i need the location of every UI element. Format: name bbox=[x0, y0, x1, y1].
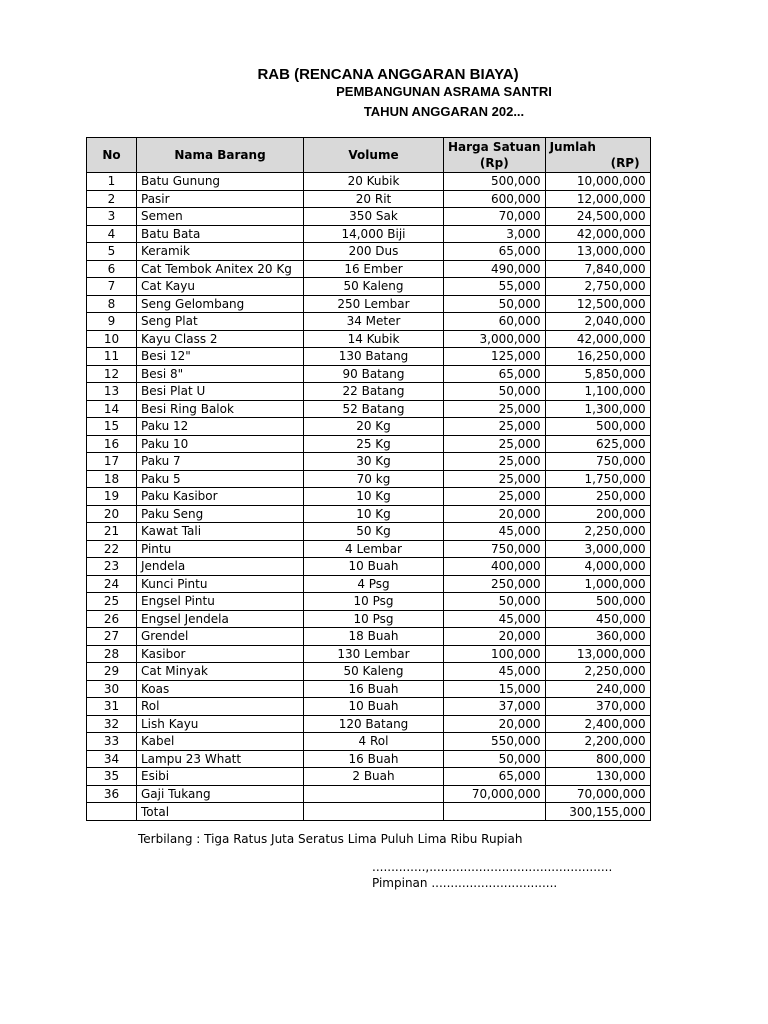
cell-no: 18 bbox=[87, 470, 137, 488]
cell-nama: Besi 12" bbox=[137, 348, 304, 366]
cell-nama: Keramik bbox=[137, 243, 304, 261]
table-row bbox=[87, 348, 651, 366]
cell-nama: Paku 5 bbox=[137, 470, 304, 488]
cell-harga: 70,000,000 bbox=[444, 785, 546, 803]
cell-nama: Kabel bbox=[137, 733, 304, 751]
table-row bbox=[87, 295, 651, 313]
cell-nama: Gaji Tukang bbox=[137, 785, 304, 803]
jumlah-header-line2: (RP) bbox=[610, 156, 640, 170]
cell-jumlah: 5,850,000 bbox=[545, 365, 650, 383]
cell-harga: 50,000 bbox=[444, 383, 546, 401]
cell-volume: 50 Kaleng bbox=[304, 663, 444, 681]
table-row bbox=[87, 785, 651, 803]
table-row bbox=[87, 278, 651, 296]
table-row bbox=[87, 733, 651, 751]
cell-harga: 20,000 bbox=[444, 628, 546, 646]
cell-jumlah: 2,250,000 bbox=[545, 663, 650, 681]
total-empty-volume bbox=[304, 803, 444, 821]
total-value: 300,155,000 bbox=[545, 803, 650, 821]
cell-nama: Kayu Class 2 bbox=[137, 330, 304, 348]
cell-no: 20 bbox=[87, 505, 137, 523]
cell-no: 33 bbox=[87, 733, 137, 751]
cell-volume: 2 Buah bbox=[304, 768, 444, 786]
cell-harga: 50,000 bbox=[444, 750, 546, 768]
table-row bbox=[87, 610, 651, 628]
cell-jumlah: 360,000 bbox=[545, 628, 650, 646]
cell-volume: 14,000 Biji bbox=[304, 225, 444, 243]
cell-harga: 20,000 bbox=[444, 715, 546, 733]
cell-volume: 34 Meter bbox=[304, 313, 444, 331]
cell-harga: 45,000 bbox=[444, 610, 546, 628]
cell-harga: 45,000 bbox=[444, 663, 546, 681]
cell-no: 5 bbox=[87, 243, 137, 261]
cell-nama: Engsel Pintu bbox=[137, 593, 304, 611]
cell-jumlah: 1,100,000 bbox=[545, 383, 650, 401]
cell-volume: 10 Kg bbox=[304, 488, 444, 506]
cell-harga: 100,000 bbox=[444, 645, 546, 663]
cell-jumlah: 42,000,000 bbox=[545, 225, 650, 243]
cell-no: 16 bbox=[87, 435, 137, 453]
cell-nama: Batu Gunung bbox=[137, 173, 304, 191]
cell-no: 11 bbox=[87, 348, 137, 366]
table-row bbox=[87, 663, 651, 681]
cell-volume: 4 Psg bbox=[304, 575, 444, 593]
table-row bbox=[87, 330, 651, 348]
cell-jumlah: 42,000,000 bbox=[545, 330, 650, 348]
cell-volume bbox=[304, 785, 444, 803]
budget-table bbox=[86, 137, 651, 821]
cell-volume: 10 Buah bbox=[304, 698, 444, 716]
cell-no: 28 bbox=[87, 645, 137, 663]
cell-jumlah: 500,000 bbox=[545, 418, 650, 436]
harga-header-line1: Harga Satuan bbox=[448, 140, 541, 154]
table-row bbox=[87, 505, 651, 523]
table-row bbox=[87, 645, 651, 663]
cell-volume: 10 Psg bbox=[304, 610, 444, 628]
cell-nama: Paku 7 bbox=[137, 453, 304, 471]
cell-no: 24 bbox=[87, 575, 137, 593]
cell-jumlah: 1,750,000 bbox=[545, 470, 650, 488]
total-label: Total bbox=[137, 803, 304, 821]
cell-jumlah: 13,000,000 bbox=[545, 645, 650, 663]
total-empty-no bbox=[87, 803, 137, 821]
cell-no: 1 bbox=[87, 173, 137, 191]
cell-volume: 20 Kubik bbox=[304, 173, 444, 191]
table-row bbox=[87, 698, 651, 716]
cell-nama: Pintu bbox=[137, 540, 304, 558]
budget-year: TAHUN ANGGARAN 202... bbox=[363, 104, 525, 119]
cell-jumlah: 70,000,000 bbox=[545, 785, 650, 803]
cell-harga: 15,000 bbox=[444, 680, 546, 698]
table-row bbox=[87, 435, 651, 453]
cell-jumlah: 3,000,000 bbox=[545, 540, 650, 558]
cell-no: 13 bbox=[87, 383, 137, 401]
cell-no: 29 bbox=[87, 663, 137, 681]
cell-jumlah: 12,000,000 bbox=[545, 190, 650, 208]
cell-volume: 50 Kg bbox=[304, 523, 444, 541]
table-row bbox=[87, 558, 651, 576]
cell-volume: 22 Batang bbox=[304, 383, 444, 401]
cell-no: 8 bbox=[87, 295, 137, 313]
cell-no: 23 bbox=[87, 558, 137, 576]
cell-no: 19 bbox=[87, 488, 137, 506]
cell-harga: 3,000 bbox=[444, 225, 546, 243]
jumlah-header-line1: Jumlah bbox=[549, 140, 596, 154]
cell-no: 22 bbox=[87, 540, 137, 558]
table-row bbox=[87, 628, 651, 646]
cell-volume: 90 Batang bbox=[304, 365, 444, 383]
cell-nama: Kunci Pintu bbox=[137, 575, 304, 593]
cell-harga: 3,000,000 bbox=[444, 330, 546, 348]
cell-harga: 70,000 bbox=[444, 208, 546, 226]
cell-jumlah: 130,000 bbox=[545, 768, 650, 786]
cell-nama: Grendel bbox=[137, 628, 304, 646]
cell-harga: 37,000 bbox=[444, 698, 546, 716]
cell-jumlah: 2,400,000 bbox=[545, 715, 650, 733]
column-header-jumlah bbox=[545, 138, 650, 173]
cell-nama: Jendela bbox=[137, 558, 304, 576]
cell-no: 4 bbox=[87, 225, 137, 243]
cell-no: 15 bbox=[87, 418, 137, 436]
cell-harga: 20,000 bbox=[444, 505, 546, 523]
cell-nama: Paku 12 bbox=[137, 418, 304, 436]
table-row bbox=[87, 680, 651, 698]
cell-jumlah: 24,500,000 bbox=[545, 208, 650, 226]
cell-no: 17 bbox=[87, 453, 137, 471]
cell-nama: Batu Bata bbox=[137, 225, 304, 243]
cell-jumlah: 625,000 bbox=[545, 435, 650, 453]
cell-no: 30 bbox=[87, 680, 137, 698]
cell-nama: Besi Ring Balok bbox=[137, 400, 304, 418]
cell-volume: 14 Kubik bbox=[304, 330, 444, 348]
table-row bbox=[87, 575, 651, 593]
cell-no: 9 bbox=[87, 313, 137, 331]
cell-harga: 50,000 bbox=[444, 295, 546, 313]
cell-volume: 200 Dus bbox=[304, 243, 444, 261]
cell-nama: Lish Kayu bbox=[137, 715, 304, 733]
cell-volume: 30 Kg bbox=[304, 453, 444, 471]
cell-nama: Pasir bbox=[137, 190, 304, 208]
cell-harga: 490,000 bbox=[444, 260, 546, 278]
table-row bbox=[87, 750, 651, 768]
cell-no: 36 bbox=[87, 785, 137, 803]
cell-volume: 25 Kg bbox=[304, 435, 444, 453]
cell-nama: Semen bbox=[137, 208, 304, 226]
pimpinan-signature-line: Pimpinan ................................. bbox=[372, 876, 558, 890]
table-row bbox=[87, 540, 651, 558]
table-header-row bbox=[87, 138, 651, 173]
cell-nama: Kasibor bbox=[137, 645, 304, 663]
cell-jumlah: 750,000 bbox=[545, 453, 650, 471]
cell-harga: 45,000 bbox=[444, 523, 546, 541]
cell-no: 6 bbox=[87, 260, 137, 278]
cell-volume: 52 Batang bbox=[304, 400, 444, 418]
cell-harga: 500,000 bbox=[444, 173, 546, 191]
cell-jumlah: 12,500,000 bbox=[545, 295, 650, 313]
cell-no: 10 bbox=[87, 330, 137, 348]
cell-jumlah: 370,000 bbox=[545, 698, 650, 716]
cell-nama: Koas bbox=[137, 680, 304, 698]
table-row bbox=[87, 365, 651, 383]
table-row bbox=[87, 400, 651, 418]
table-row bbox=[87, 715, 651, 733]
cell-volume: 120 Batang bbox=[304, 715, 444, 733]
cell-harga: 25,000 bbox=[444, 470, 546, 488]
cell-harga: 65,000 bbox=[444, 768, 546, 786]
cell-jumlah: 13,000,000 bbox=[545, 243, 650, 261]
cell-volume: 20 Rit bbox=[304, 190, 444, 208]
cell-jumlah: 2,040,000 bbox=[545, 313, 650, 331]
cell-no: 7 bbox=[87, 278, 137, 296]
cell-volume: 70 kg bbox=[304, 470, 444, 488]
cell-jumlah: 240,000 bbox=[545, 680, 650, 698]
cell-jumlah: 7,840,000 bbox=[545, 260, 650, 278]
table-row bbox=[87, 243, 651, 261]
table-row bbox=[87, 208, 651, 226]
cell-harga: 50,000 bbox=[444, 593, 546, 611]
cell-volume: 20 Kg bbox=[304, 418, 444, 436]
table-row bbox=[87, 313, 651, 331]
cell-no: 32 bbox=[87, 715, 137, 733]
cell-harga: 125,000 bbox=[444, 348, 546, 366]
cell-jumlah: 1,000,000 bbox=[545, 575, 650, 593]
cell-jumlah: 4,000,000 bbox=[545, 558, 650, 576]
cell-no: 3 bbox=[87, 208, 137, 226]
total-empty-harga bbox=[444, 803, 546, 821]
cell-no: 25 bbox=[87, 593, 137, 611]
column-header-harga bbox=[444, 138, 546, 173]
cell-harga: 25,000 bbox=[444, 488, 546, 506]
document-subtitle: PEMBANGUNAN ASRAMA SANTRI bbox=[336, 84, 552, 99]
cell-volume: 350 Sak bbox=[304, 208, 444, 226]
table-row bbox=[87, 488, 651, 506]
table-row bbox=[87, 768, 651, 786]
cell-no: 26 bbox=[87, 610, 137, 628]
terbilang-text: Terbilang : Tiga Ratus Juta Seratus Lima Puluh Lima Ribu Rupiah bbox=[138, 832, 523, 846]
cell-nama: Rol bbox=[137, 698, 304, 716]
column-header-no: No bbox=[87, 138, 137, 173]
total-row bbox=[87, 803, 651, 821]
cell-no: 2 bbox=[87, 190, 137, 208]
table-row bbox=[87, 470, 651, 488]
cell-jumlah: 16,250,000 bbox=[545, 348, 650, 366]
cell-jumlah: 1,300,000 bbox=[545, 400, 650, 418]
cell-no: 34 bbox=[87, 750, 137, 768]
table-row bbox=[87, 173, 651, 191]
cell-jumlah: 450,000 bbox=[545, 610, 650, 628]
cell-volume: 4 Rol bbox=[304, 733, 444, 751]
table-row bbox=[87, 383, 651, 401]
cell-no: 14 bbox=[87, 400, 137, 418]
cell-volume: 250 Lembar bbox=[304, 295, 444, 313]
cell-no: 31 bbox=[87, 698, 137, 716]
cell-no: 35 bbox=[87, 768, 137, 786]
cell-nama: Lampu 23 Whatt bbox=[137, 750, 304, 768]
cell-nama: Paku Kasibor bbox=[137, 488, 304, 506]
place-date-line: ..............,................................................ bbox=[372, 860, 613, 874]
cell-nama: Paku 10 bbox=[137, 435, 304, 453]
cell-nama: Cat Minyak bbox=[137, 663, 304, 681]
cell-harga: 25,000 bbox=[444, 400, 546, 418]
cell-harga: 55,000 bbox=[444, 278, 546, 296]
cell-no: 21 bbox=[87, 523, 137, 541]
cell-nama: Paku Seng bbox=[137, 505, 304, 523]
cell-harga: 65,000 bbox=[444, 365, 546, 383]
cell-jumlah: 250,000 bbox=[545, 488, 650, 506]
cell-jumlah: 800,000 bbox=[545, 750, 650, 768]
cell-volume: 130 Batang bbox=[304, 348, 444, 366]
cell-no: 12 bbox=[87, 365, 137, 383]
cell-nama: Cat Kayu bbox=[137, 278, 304, 296]
cell-nama: Seng Gelombang bbox=[137, 295, 304, 313]
cell-volume: 10 Kg bbox=[304, 505, 444, 523]
cell-harga: 550,000 bbox=[444, 733, 546, 751]
cell-volume: 10 Psg bbox=[304, 593, 444, 611]
cell-harga: 25,000 bbox=[444, 453, 546, 471]
table-row bbox=[87, 418, 651, 436]
cell-volume: 16 Ember bbox=[304, 260, 444, 278]
cell-jumlah: 2,200,000 bbox=[545, 733, 650, 751]
cell-nama: Besi 8" bbox=[137, 365, 304, 383]
cell-harga: 25,000 bbox=[444, 435, 546, 453]
cell-volume: 16 Buah bbox=[304, 680, 444, 698]
cell-harga: 600,000 bbox=[444, 190, 546, 208]
cell-harga: 400,000 bbox=[444, 558, 546, 576]
harga-header-line2: (Rp) bbox=[479, 156, 509, 170]
document-title: RAB (RENCANA ANGGARAN BIAYA) bbox=[257, 66, 519, 83]
table-row bbox=[87, 523, 651, 541]
table-row bbox=[87, 260, 651, 278]
table-row bbox=[87, 190, 651, 208]
cell-jumlah: 10,000,000 bbox=[545, 173, 650, 191]
cell-harga: 250,000 bbox=[444, 575, 546, 593]
cell-nama: Besi Plat U bbox=[137, 383, 304, 401]
cell-nama: Cat Tembok Anitex 20 Kg bbox=[137, 260, 304, 278]
cell-nama: Esibi bbox=[137, 768, 304, 786]
cell-no: 27 bbox=[87, 628, 137, 646]
cell-volume: 50 Kaleng bbox=[304, 278, 444, 296]
cell-nama: Engsel Jendela bbox=[137, 610, 304, 628]
cell-volume: 10 Buah bbox=[304, 558, 444, 576]
cell-volume: 130 Lembar bbox=[304, 645, 444, 663]
cell-jumlah: 500,000 bbox=[545, 593, 650, 611]
cell-harga: 65,000 bbox=[444, 243, 546, 261]
column-header-nama: Nama Barang bbox=[137, 138, 304, 173]
cell-harga: 750,000 bbox=[444, 540, 546, 558]
cell-harga: 60,000 bbox=[444, 313, 546, 331]
cell-jumlah: 2,250,000 bbox=[545, 523, 650, 541]
cell-harga: 25,000 bbox=[444, 418, 546, 436]
cell-volume: 18 Buah bbox=[304, 628, 444, 646]
table-row bbox=[87, 453, 651, 471]
cell-volume: 4 Lembar bbox=[304, 540, 444, 558]
table-row bbox=[87, 593, 651, 611]
cell-volume: 16 Buah bbox=[304, 750, 444, 768]
cell-jumlah: 200,000 bbox=[545, 505, 650, 523]
cell-nama: Seng Plat bbox=[137, 313, 304, 331]
cell-nama: Kawat Tali bbox=[137, 523, 304, 541]
table-row bbox=[87, 225, 651, 243]
column-header-volume: Volume bbox=[304, 138, 444, 173]
cell-jumlah: 2,750,000 bbox=[545, 278, 650, 296]
